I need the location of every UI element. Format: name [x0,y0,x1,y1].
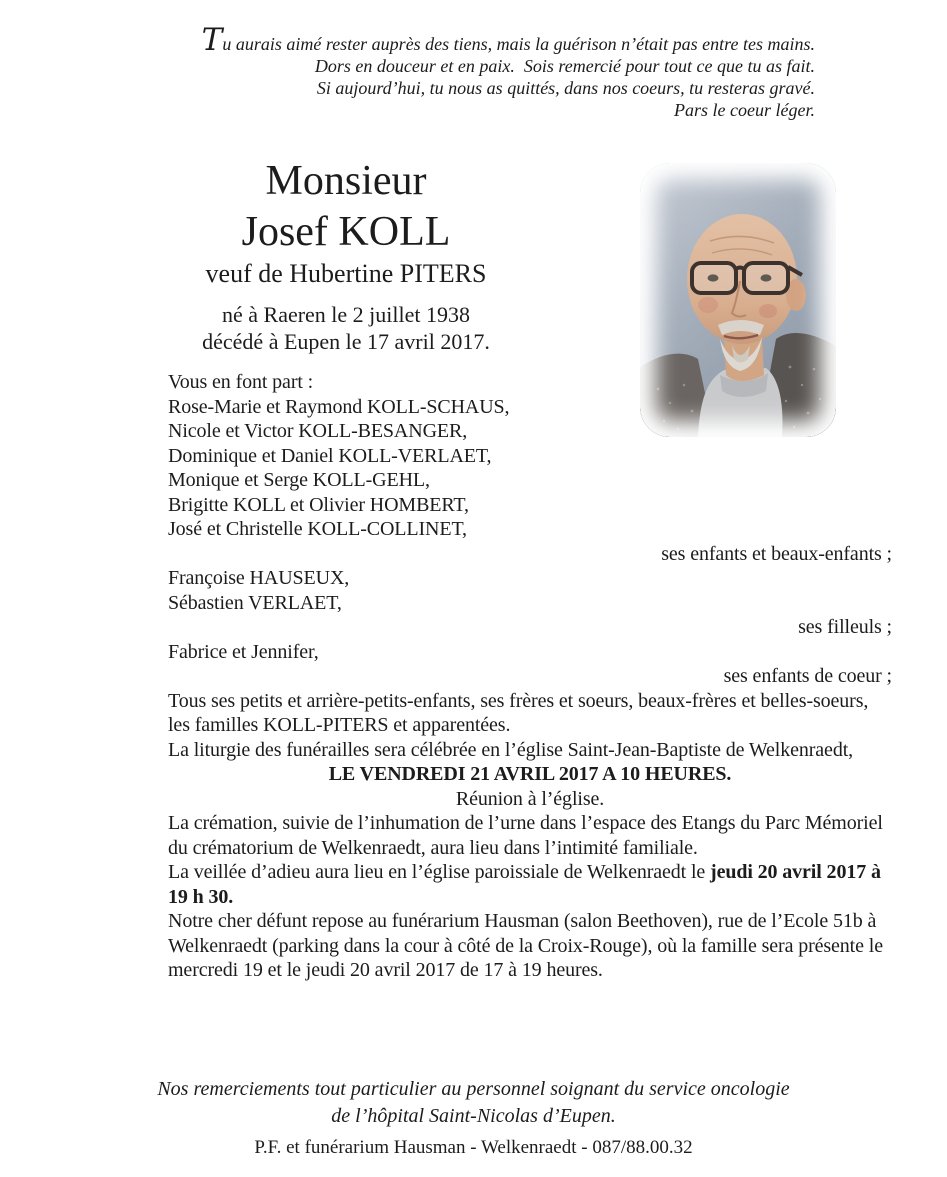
family-name-line: Brigitte KOLL et Olivier HOMBERT, [168,493,469,516]
repose-paragraph: Notre cher défunt repose au funérarium Hausman (salon Beethoven), rue de l’Ecole 51b à Welkenraedt (parking dans la cour à côté de la Croix-Rouge), où la famille sera présente le mercredi 19 et le jeudi 20 avril 2017 de 17 à 19 heures. [168,910,883,981]
deceased-name: Josef KOLL [241,209,451,255]
godchild-name-line: Sébastien VERLAET, [168,591,342,614]
godchild-name-line: Françoise HAUSEUX, [168,567,350,589]
birth-line: né à Raeren le 2 juillet 1938 [221,302,471,327]
family-name-line: Nicole et Victor KOLL-BESANGER, [168,420,468,442]
death-line: décédé à Eupen le 17 avril 2017. [202,328,490,354]
children-list [168,395,892,542]
footer [110,1076,837,1160]
epitaph-initial: T [201,22,223,58]
heart-child-name-line: Fabrice et Jennifer, [168,640,319,663]
family-name-line: José et Christelle KOLL-COLLINET, [168,518,467,540]
godchildren-list [168,566,892,615]
family-name-line: Dominique et Daniel KOLL-VERLAET, [168,444,492,467]
ceremony-datetime: LE VENDREDI 21 AVRIL 2017 A 10 HEURES. [328,763,732,785]
epitaph-line: Pars le coeur léger. [674,100,815,120]
epitaph [201,22,815,121]
families-paragraph: Tous ses petits et arrière-petits-enfants, ses frères et soeurs, beaux-frères et belles-soeurs, les familles KOLL-PITERS et apparentées. [168,689,869,736]
children-label: ses enfants et beaux-enfants ; [661,542,892,565]
thanks-line-2: de l’hôpital Saint-Nicolas d’Eupen. [331,1105,616,1127]
widower-line: veuf de Hubertine PITERS [205,259,487,288]
godchildren-label: ses filleuls ; [798,616,892,638]
epitaph-line: Si aujourd’hui, tu nous as quittés, dans nos coeurs, tu resteras gravé. [316,78,815,98]
intro-line: Vous en font part : [168,371,314,393]
thanks-line-1: Nos remerciements tout particulier au personnel soignant du service oncologie [157,1078,790,1100]
family-name-line: Monique et Serge KOLL-GEHL, [168,469,430,491]
meeting-line: Réunion à l’église. [455,787,605,810]
cremation-paragraph: La crémation, suivie de l’inhumation de l’urne dans l’espace des Etangs du Parc Mémoriel du crématorium de Welkenraedt, aura lieu dans l’intimité familiale. [168,812,883,859]
family-name-line: Rose-Marie et Raymond KOLL-SCHAUS, [168,395,510,418]
epitaph-line: Tu aurais aimé rester auprès des tiens, mais la guérison n’était pas entre tes mains. [201,22,815,58]
liturgy-paragraph: La liturgie des funérailles sera célébrée en l’église Saint-Jean-Baptiste de Welkenraedt, [168,738,854,761]
heart-children-list [168,640,892,665]
vigil-datetime: jeudi 20 avril 2017 à 19 h 30. [168,861,881,908]
heart-children-label: ses enfants de coeur ; [723,665,892,687]
deceased-title-block [168,156,524,355]
civility-title: Monsieur [265,158,427,204]
vigil-paragraph [168,860,892,909]
epitaph-line: Dors en douceur et en paix. Sois remercié pour tout ce que tu as fait. [314,56,815,76]
funeral-home-line: P.F. et funérarium Hausman - Welkenraedt - 087/88.00.32 [254,1137,693,1158]
announcement-body [168,370,892,983]
vigil-text: La veillée d’adieu aura lieu en l’église paroissiale de Welkenraedt le [168,861,711,883]
